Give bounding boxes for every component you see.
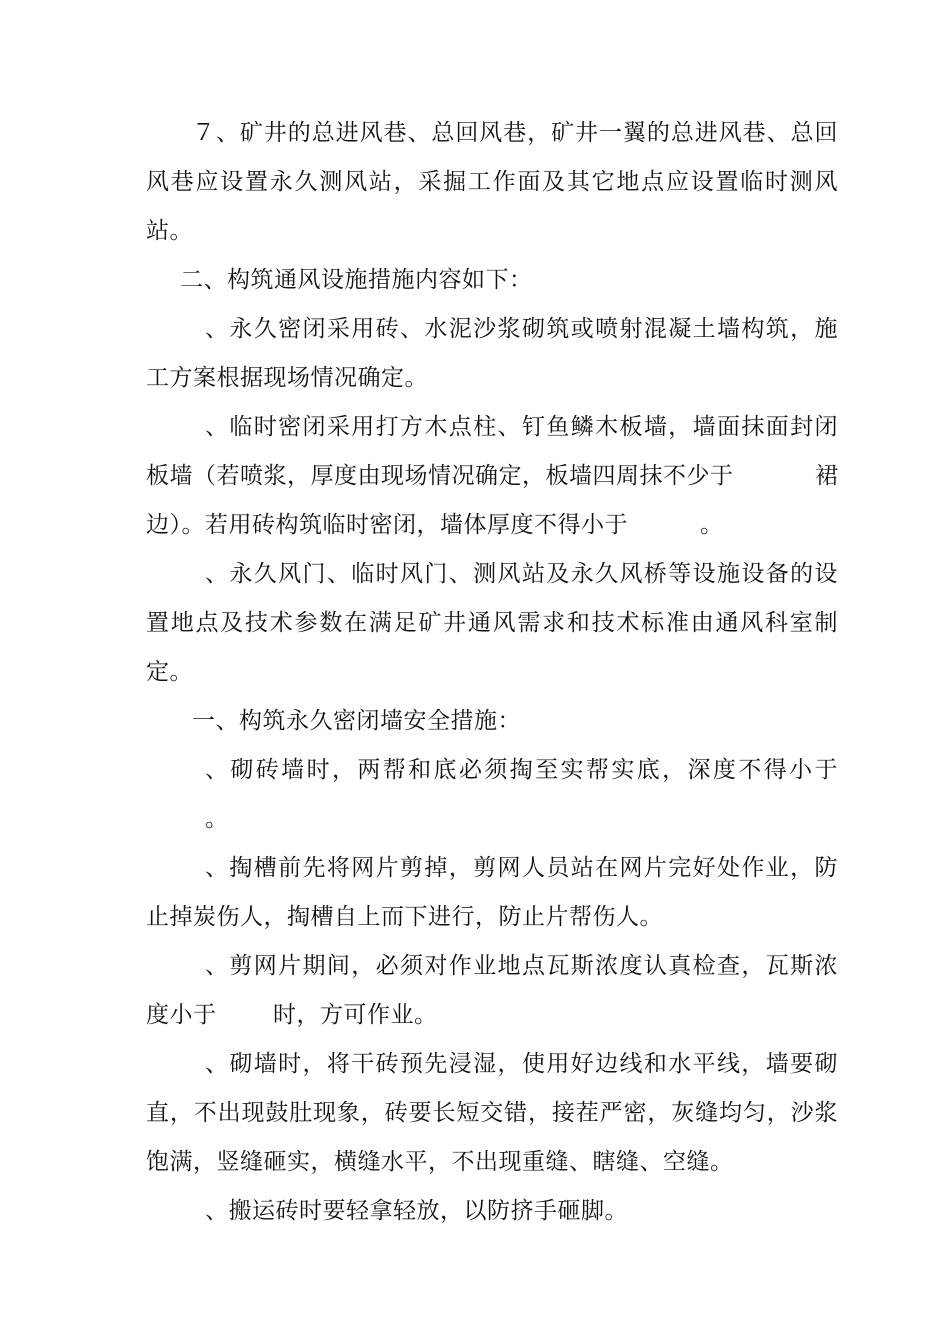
section-heading: 一、构筑永久密闭墙安全措施： xyxy=(192,708,521,734)
text-line: 工方案根据现场情况确定。 xyxy=(146,365,428,391)
text-line-fragment: 裙 xyxy=(815,463,839,489)
text-line: 、剪网片期间，必须对作业地点瓦斯浓度认真检查，瓦斯浓 xyxy=(205,953,838,979)
text-line: 板墙（若喷浆，厚度由现场情况确定，板墙四周抹不少于 xyxy=(146,463,734,489)
text-line: ７、矿井的总进风巷、总回风巷，矿井一翼的总进风巷、总回 xyxy=(192,120,838,146)
text-line: 度小于 xyxy=(146,1002,217,1028)
text-line: 风巷应设置永久测风站，采掘工作面及其它地点应设置临时测风 xyxy=(146,169,838,195)
text-line: 站。 xyxy=(146,218,193,244)
text-line: 置地点及技术参数在满足矿井通风需求和技术标准由通风科室制 xyxy=(146,610,838,636)
text-line: 止掉炭伤人，掏槽自上而下进行，防止片帮伤人。 xyxy=(146,904,663,930)
text-line-fragment: 。 xyxy=(205,806,229,832)
text-line: 、掏槽前先将网片剪掉，剪网人员站在网片完好处作业，防 xyxy=(205,855,838,881)
text-line-fragment: 时，方可作业。 xyxy=(273,1002,438,1028)
text-line: 定。 xyxy=(146,659,193,685)
text-line: 边）。若用砖构筑临时密闭，墙体厚度不得小于 xyxy=(146,512,628,538)
text-line: 、砌墙时，将干砖预先浸湿，使用好边线和水平线，墙要砌 xyxy=(205,1051,838,1077)
text-line: 、砌砖墙时，两帮和底必须掏至实帮实底，深度不得小于 xyxy=(205,757,838,783)
section-heading: 二、构筑通风设施措施内容如下： xyxy=(180,267,533,293)
text-line: 直，不出现鼓肚现象，砖要长短交错，接茬严密，灰缝均匀，沙浆 xyxy=(146,1100,838,1126)
text-line: 、永久风门、临时风门、测风站及永久风桥等设施设备的设 xyxy=(205,561,838,587)
text-line-fragment: 。 xyxy=(700,512,724,538)
text-line: 、搬运砖时要轻拿轻放，以防挤手砸脚。 xyxy=(205,1198,628,1224)
text-line: 、永久密闭采用砖、水泥沙浆砌筑或喷射混凝土墙构筑，施 xyxy=(205,316,838,342)
text-line: 饱满，竖缝砸实，横缝水平，不出现重缝、瞎缝、空缝。 xyxy=(146,1149,734,1175)
text-line: 、临时密闭采用打方木点柱、钉鱼鳞木板墙，墙面抹面封闭 xyxy=(205,414,838,440)
